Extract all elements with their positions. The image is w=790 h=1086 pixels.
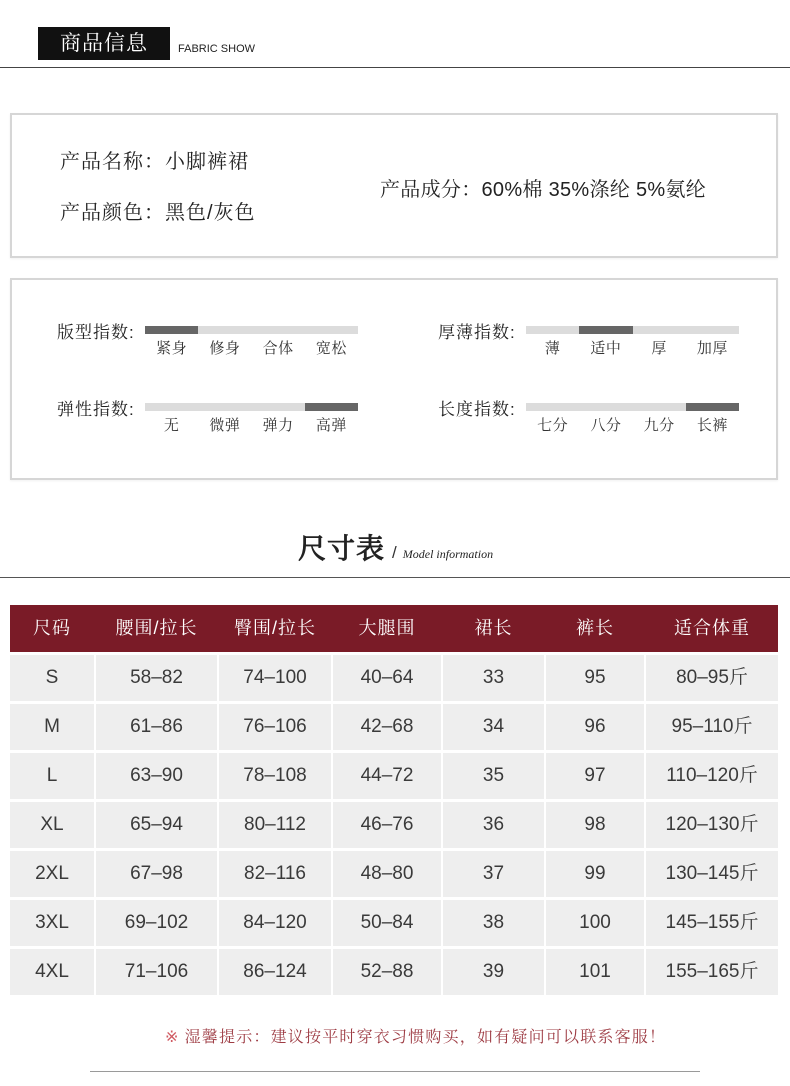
length-index-option: 八分: [590, 417, 622, 434]
length-index-label: 长度指数:: [438, 400, 516, 419]
fit-index-bar: [145, 326, 358, 334]
elasticity-index-segment: [252, 403, 305, 411]
cell-pants-length: 98: [546, 802, 644, 848]
cell-waist: 63–90: [96, 753, 217, 799]
size-chart-heading: [298, 532, 493, 566]
cell-waist: 71–106: [96, 949, 217, 995]
section-subtitle: FABRIC SHOW: [178, 43, 256, 55]
cell-waist: 67–98: [96, 851, 217, 897]
fit-index-segment: [305, 326, 358, 334]
size-table: [10, 605, 778, 995]
cell-pants-length: 95: [546, 655, 644, 701]
cell-waist: 61–86: [96, 704, 217, 750]
cell-skirt-length: 39: [443, 949, 544, 995]
cell-hip: 84–120: [219, 900, 331, 946]
cell-skirt-length: 37: [443, 851, 544, 897]
cell-waist: 69–102: [96, 900, 217, 946]
cell-thigh: 44–72: [333, 753, 441, 799]
cell-weight: 80–95斤: [646, 655, 778, 701]
cell-skirt-length: 35: [443, 753, 544, 799]
length-index-options: [526, 417, 739, 435]
fit-index-label: 版型指数:: [57, 323, 135, 342]
section-title: 商品信息: [60, 32, 148, 55]
size-chart-title: 尺寸表: [298, 533, 386, 564]
cell-weight: 120–130斤: [646, 802, 778, 848]
product-name-value: 小脚裤裙: [165, 151, 249, 173]
purchase-notice: [165, 1027, 666, 1049]
elasticity-index: [57, 399, 359, 439]
fit-index-option: 紧身: [156, 340, 188, 357]
cell-size: XL: [10, 802, 94, 848]
table-row: [10, 704, 778, 750]
cell-size: L: [10, 753, 94, 799]
elasticity-index-option: 高弹: [315, 417, 347, 434]
elasticity-index-options: [145, 417, 358, 435]
cell-skirt-length: 34: [443, 704, 544, 750]
cell-skirt-length: 36: [443, 802, 544, 848]
cell-thigh: 42–68: [333, 704, 441, 750]
thickness-index-bar: [526, 326, 739, 334]
length-index-segment: [526, 403, 579, 411]
cell-weight: 130–145斤: [646, 851, 778, 897]
product-color-value: 黑色/灰色: [165, 202, 256, 224]
size-table-header: [10, 605, 778, 652]
size-chart-divider: [0, 577, 790, 578]
cell-size: 4XL: [10, 949, 94, 995]
cell-weight: 110–120斤: [646, 753, 778, 799]
column-header-size: 尺码: [33, 618, 71, 638]
thickness-index: [438, 322, 740, 362]
length-index: [438, 399, 740, 439]
product-composition-value: 60%棉 35%涤纶 5%氨纶: [481, 179, 707, 201]
length-index-bar: [526, 403, 739, 411]
column-header-pants-length: 裤长: [576, 618, 614, 638]
notice-reference-mark-icon: ※: [165, 1029, 180, 1046]
size-chart-subtitle: Model information: [402, 547, 494, 561]
cell-thigh: 46–76: [333, 802, 441, 848]
column-header-hip: 臀围/拉长: [233, 618, 316, 638]
elasticity-index-segment: [305, 403, 358, 411]
cell-waist: 58–82: [96, 655, 217, 701]
fit-index: [57, 322, 359, 362]
cell-size: 3XL: [10, 900, 94, 946]
cell-pants-length: 100: [546, 900, 644, 946]
cell-weight: 155–165斤: [646, 949, 778, 995]
thickness-index-options: [526, 340, 739, 358]
cell-pants-length: 101: [546, 949, 644, 995]
cell-hip: 74–100: [219, 655, 331, 701]
product-composition-label: 产品成分：: [380, 179, 482, 201]
column-header-weight: 适合体重: [674, 618, 750, 638]
cell-skirt-length: 33: [443, 655, 544, 701]
cell-thigh: 48–80: [333, 851, 441, 897]
cell-weight: 95–110斤: [646, 704, 778, 750]
section-title-badge: [38, 27, 170, 60]
product-index-panel: [10, 278, 778, 480]
cell-hip: 78–108: [219, 753, 331, 799]
cell-hip: 80–112: [219, 802, 331, 848]
cell-weight: 145–155斤: [646, 900, 778, 946]
thickness-index-option: 厚: [651, 340, 667, 357]
fit-index-segment: [198, 326, 251, 334]
fit-index-segment: [145, 326, 198, 334]
thickness-index-label: 厚薄指数:: [438, 323, 516, 342]
thickness-index-option: 薄: [544, 340, 561, 357]
elasticity-index-option: 无: [163, 417, 180, 434]
thickness-index-segment: [686, 326, 739, 334]
fit-index-option: 修身: [209, 340, 241, 357]
fit-index-segment: [252, 326, 305, 334]
thickness-index-segment: [633, 326, 686, 334]
cell-hip: 76–106: [219, 704, 331, 750]
table-row: [10, 949, 778, 995]
thickness-index-segment: [579, 326, 632, 334]
column-header-skirt-length: 裙长: [474, 618, 513, 638]
cell-size: S: [10, 655, 94, 701]
column-header-thigh: 大腿围: [358, 618, 416, 638]
notice-text: 湿馨提示：建议按平时穿衣习惯购买，如有疑问可以联系客服！: [184, 1029, 667, 1046]
product-color-label: 产品颜色：: [60, 202, 165, 224]
size-chart-separator: /: [392, 543, 397, 562]
column-header-waist: 腰围/拉长: [115, 618, 198, 638]
cell-size: M: [10, 704, 94, 750]
elasticity-index-bar: [145, 403, 358, 411]
cell-thigh: 50–84: [333, 900, 441, 946]
length-index-segment: [579, 403, 632, 411]
cell-thigh: 52–88: [333, 949, 441, 995]
thickness-index-segment: [526, 326, 579, 334]
table-row: [10, 655, 778, 701]
cell-hip: 86–124: [219, 949, 331, 995]
cell-size: 2XL: [10, 851, 94, 897]
product-color-row: [60, 201, 256, 225]
length-index-segment: [686, 403, 739, 411]
cell-pants-length: 97: [546, 753, 644, 799]
length-index-option: 九分: [643, 417, 675, 434]
table-row: [10, 753, 778, 799]
length-index-segment: [633, 403, 686, 411]
cell-waist: 65–94: [96, 802, 217, 848]
elasticity-index-option: 微弹: [209, 417, 241, 434]
fit-index-option: 宽松: [315, 340, 347, 357]
elasticity-index-option: 弹力: [262, 417, 294, 434]
elasticity-index-segment: [198, 403, 251, 411]
elasticity-index-label: 弹性指数:: [57, 400, 135, 419]
product-name-label: 产品名称：: [60, 151, 165, 173]
product-name-row: [60, 150, 249, 174]
thickness-index-option: 适中: [590, 340, 622, 357]
cell-pants-length: 96: [546, 704, 644, 750]
cell-pants-length: 99: [546, 851, 644, 897]
length-index-option: 七分: [537, 417, 569, 434]
fit-index-options: [145, 340, 358, 358]
cell-skirt-length: 38: [443, 900, 544, 946]
header-divider: [0, 67, 790, 68]
thickness-index-option: 加厚: [696, 340, 728, 357]
product-composition-row: [380, 178, 706, 202]
table-row: [10, 851, 778, 897]
length-index-option: 长裤: [696, 417, 728, 434]
table-row: [10, 900, 778, 946]
cell-thigh: 40–64: [333, 655, 441, 701]
elasticity-index-segment: [145, 403, 198, 411]
fit-index-option: 合体: [262, 340, 294, 357]
footer-divider: [90, 1071, 700, 1072]
cell-hip: 82–116: [219, 851, 331, 897]
product-info-panel: [10, 113, 778, 258]
table-row: [10, 802, 778, 848]
